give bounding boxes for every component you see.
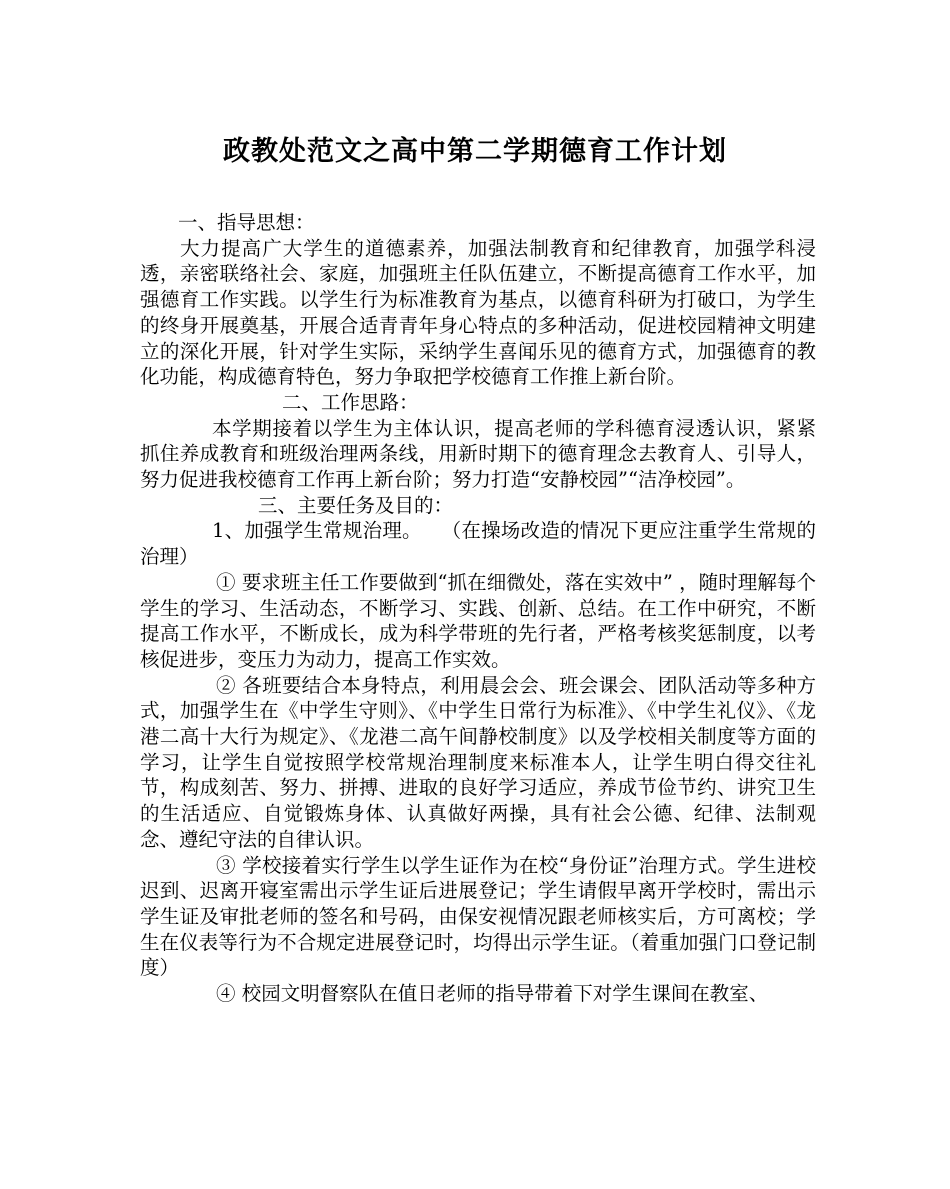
document-title: 政教处范文之高中第二学期德育工作计划 xyxy=(223,136,727,167)
section-heading-ideas: 二、工作思路： xyxy=(282,390,419,414)
list-item-2: ② 各班要结合本身特点，利用晨会会、班会课会、团队活动等多种方式，加强学生在《中学生守则》、《中学生日常行为标准》、《中学生礼仪》、《龙港二高十大行为规定》、《龙港二高午间静校制度》以及学校相关制度等方面的学习，让学生自觉按照学校常规治理制度来标准本人，让学生明白得交往礼节，构成刻苦、努力、拼搏、进取的良好学习适应，养成节俭节约、讲究卫生的生活适应、自觉锻炼身体、认真做好两操，具有社会公德、纪律、法制观念、遵纪守法的自律认识。 xyxy=(140,673,816,851)
paragraph-guiding: 大力提高广大学生的道德素养，加强法制教育和纪律教育，加强学科浸透，亲密联络社会、家庭，加强班主任队伍建立，不断提高德育工作水平，加强德育工作实践。以学生行为标准教育为基点，以德育科研为打破口，为学生的终身开展奠基，开展合适青青年身心特点的多种活动，促进校园精神文明建立的深化开展，针对学生实际，采纳学生喜闻乐见的德育方式，加强德育的教化功能，构成德育特色，努力争取把学校德育工作推上新台阶。 xyxy=(140,236,816,389)
list-item-4: ④ 校园文明督察队在值日老师的指导带着下对学生课间在教室、 xyxy=(216,982,769,1006)
document-body xyxy=(140,210,816,1007)
section-heading-guiding: 一、指导思想： xyxy=(178,211,315,234)
paragraph-ideas: 本学期接着以学生为主体认识，提高老师的学科德育浸透认识，紧紧抓住养成教育和班级治理两条线，用新时期下的德育理念去教育人、引导人，努力促进我校德育工作再上新台阶；努力打造“安静校园”“洁净校园”。 xyxy=(140,416,816,492)
list-item-3: ③ 学校接着实行学生以学生证作为在校“身份证”治理方式。学生进校迟到、迟离开寝室需出示学生证后进展登记；学生请假早离开学校时，需出示学生证及审批老师的签名和号码，由保安视情况跟老师核实后，方可离校；学生在仪表等行为不合规定进展登记时，均得出示学生证。（着重加强门口登记制度） xyxy=(140,853,816,980)
section-heading-tasks: 三、主要任务及目的： xyxy=(258,493,454,517)
list-item-1: ① 要求班主任工作要做到“抓在细微处，落在实效中” ，随时理解每个学生的学习、生活动态，不断学习、实践、创新、总结。在工作中研究，不断提高工作水平，不断成长，成为科学带班的先行者，严格考核奖惩制度，以考核促进步，变压力为动力，提高工作实效。 xyxy=(140,570,816,671)
task-item-1: 1、加强学生常规治理。 （在操场改造的情况下更应注重学生常规的治理） xyxy=(140,519,816,569)
